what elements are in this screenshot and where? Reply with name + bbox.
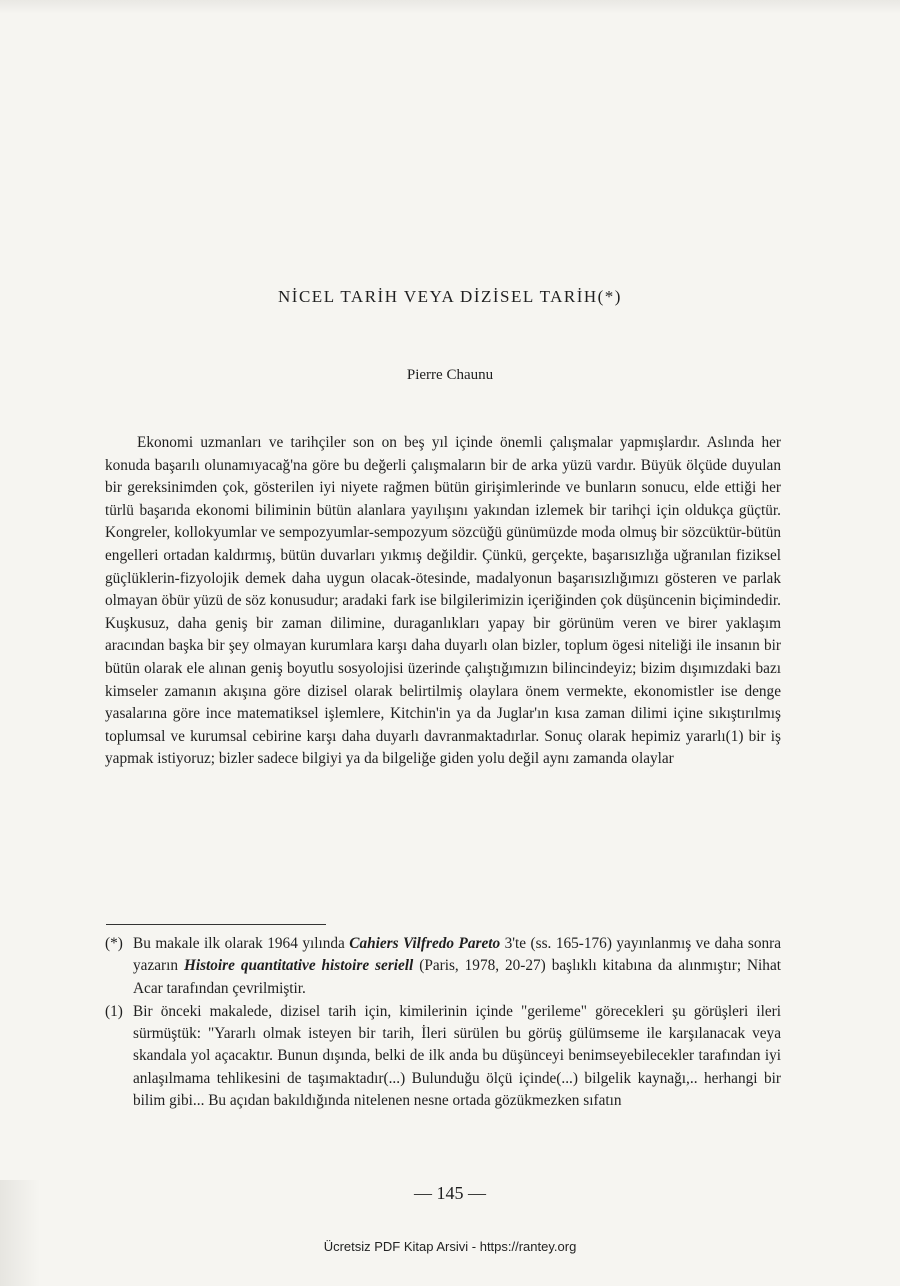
footnote-text: 3'te (ss. 165-176) yayınlanmış ve daha sonra yazarın <box>133 935 781 975</box>
book-title: Histoire quantitative histoire seriell <box>183 957 414 975</box>
article-author: Pierre Chaunu <box>406 367 494 383</box>
article-title: NİCEL TARİH VEYA DİZİSEL TARİH(*) <box>278 287 622 306</box>
scan-edge-top <box>0 0 900 14</box>
footnote-text: (Paris, 1978, 20-27) başlıklı kitabına da alınmıştır; Nihat Acar tarafından çevrilmiştir. <box>133 957 781 997</box>
footnote-divider <box>106 924 326 925</box>
footnote-1 <box>105 1001 781 1112</box>
footnote-text: Bir önceki makalede, dizisel tarih için, kimilerinin içinde "gerileme" görecekleri şu görüşleri ileri sürmüştük: "Yararlı olmak isteyen bir tarih, İleri sürülen bu görüş gülümseme ile karşılanacak veya skandala yol açacaktır. Bunun dışında, belki de ilk anda bu düşünceyi benimseyebilecekler tarafından iyi anlaşılmama tehlikesini de taşımaktadır(...) Bulunduğu ölçü içinde(...) bilgelik kaynağı,.. herhangi bir bilim gibi... Bu açıdan bakıldığında nitelenen nesne ortada gözükmezken sıfatın <box>133 1002 781 1110</box>
journal-title: Cahiers Vilfredo Pareto <box>349 935 501 952</box>
article-body: Ekonomi uzmanları ve tarihçiler son on beş yıl içinde önemli çalışmalar yapmışlardır. Aslında her konuda başarılı olunamıyacağ'na göre bu değerli çalışmaların bir de arka yüzü vardır. Büyük ölçüde duyulan bir gereksinimden çok, gösterilen iyi niyete rağmen bütün girişimlerinde ve bunların sonucu, elde ettiği her türlü başarıda ekonomi biliminin bütün alanlara yayılışını yakından izlemek bir tarihçi için oldukça güçtür. Kongreler, kollokyumlar ve sempozyumlar-sempozyum sözcüğü günümüzde moda olmuş bir sözcüktür-bütün engelleri ortadan kaldırmış, bütün duvarları yıkmış değildir. Çünkü, gerçekte, başarısızlığa uğranılan fiziksel güçlüklerin-fizyolojik demek daha uygun olacak-ötesinde, madalyonun başarısızlığımızı gösteren ve parlak olmayan öbür yüzü de söz konusudur; aradaki fark ise bilgilerimizin içeriğinden çok düşüncenin biçimindedir. Kuşkusuz, daha geniş bir zaman dilimine, duraganlıkları yapay bir görünüm veren ve birer yaklaşım aracından başka bir şey olmayan kurumlara karşı daha duyarlı olan bizler, toplum ögesi niteliği ile insanın bir bütün olarak ele alınan geniş boyutlu sosyolojisi üzerinde çalıştığımızın bilincindeyiz; bizim dışımızdaki bazı kimseler zamanın akışına göre dizisel olarak belirtilmiş olaylara önem vermekte, ekonomistler ise denge yasalarına göre ince matematiksel işlemlere, Kitchin'in ya da Juglar'ın kısa zaman dilimi içine sıkıştırılmış toplumsal ve kurumsal cebirine karşı daha duyarlı davranmaktadırlar. Sonuç olarak hepimiz yararlı(1) bir iş yapmak istiyoruz; bizler sadece bilgiyi ya da bilgeliğe giden yolu değil aynı zamanda olaylar <box>105 434 781 768</box>
footnote-star <box>105 933 781 1000</box>
footer-credit: Ücretsiz PDF Kitap Arsivi - https://rantey.org <box>323 1239 577 1254</box>
footnote-text: Bu makale ilk olarak 1964 yılında <box>133 935 350 952</box>
footnote-mark: (*) <box>105 935 123 952</box>
footnote-mark: (1) <box>105 1002 123 1020</box>
footnotes <box>105 933 781 1112</box>
page-number: — 145 — <box>414 1183 486 1203</box>
